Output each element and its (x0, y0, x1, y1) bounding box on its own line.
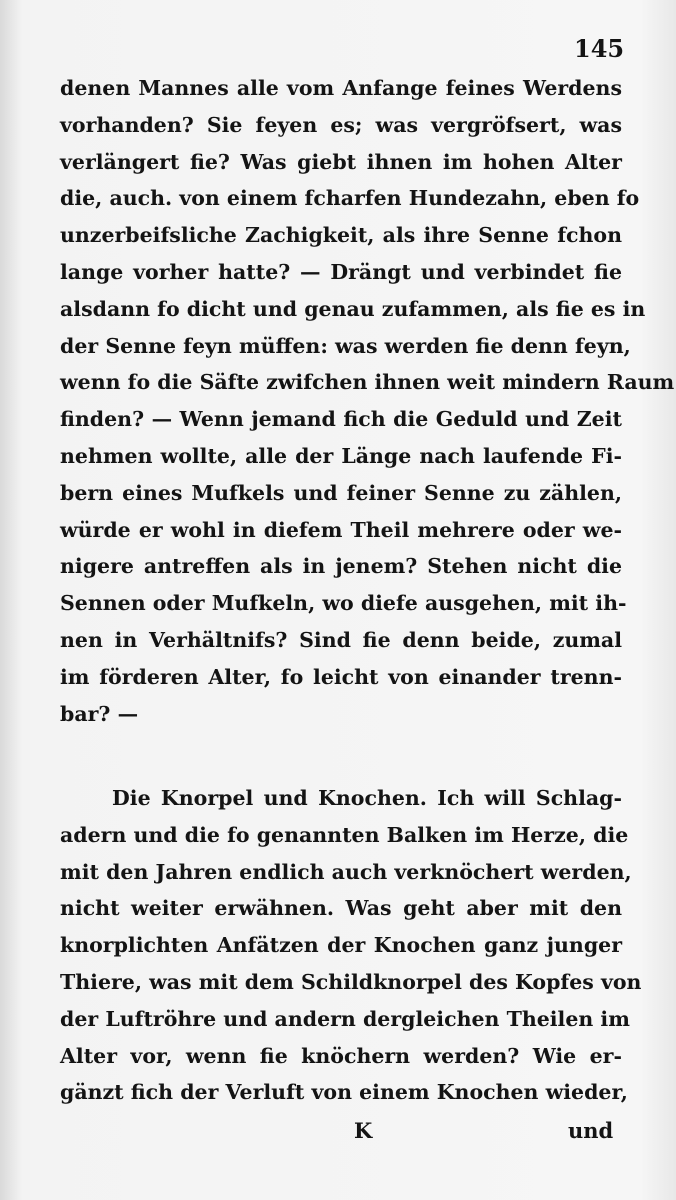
text-line: unzerbeifsliche Zachigkeit, als ihre Senne fchon (60, 223, 622, 248)
text-line: nigere antreffen als in jenem? Stehen nicht die (60, 554, 622, 579)
page-number: 145 (574, 34, 625, 63)
text-line: nehmen wollte, alle der Länge nach laufende Fi- (60, 443, 622, 468)
text-line: adern und die fo genannten Balken im Herze, die (60, 822, 629, 847)
text-line: finden? — Wenn jemand fich die Geduld und Zeit (60, 407, 622, 432)
catchword: und (568, 1118, 614, 1143)
text-line: mit den Jahren endlich auch verknöchert werden, (60, 859, 632, 884)
text-line: würde er wohl in diefem Theil mehrere oder we- (60, 517, 622, 542)
text-line: Die Knorpel und Knochen. Ich will Schlag- (112, 786, 622, 810)
text-line: denen Mannes alle vom Anfange feines Werdens (60, 76, 622, 100)
text-line: nicht weiter erwähnen. Was geht aber mit den (60, 896, 622, 921)
signature-mark: K (354, 1118, 373, 1143)
text-line: Thiere, was mit dem Schildknorpel des Kopfes von (60, 969, 642, 994)
text-line: die, auch. von einem fcharfen Hundezahn, eben fo (60, 186, 640, 211)
text-line: Alter vor, wenn fie knöchern werden? Wie er- (60, 1043, 622, 1068)
text-line: wenn fo die Säfte zwifchen ihnen weit mindern Raum (60, 370, 675, 395)
text-line: Sennen oder Mufkeln, wo diefe ausgehen, mit ih- (60, 591, 627, 616)
text-line: gänzt fich der Verluft von einem Knochen wieder, (60, 1080, 628, 1105)
text-line: nen in Verhältnifs? Sind fie denn beide, zumal (60, 627, 622, 652)
text-line: knorplichten Anfätzen der Knochen ganz junger (60, 933, 622, 958)
text-line: bar? — (60, 701, 139, 726)
paragraph-1 (60, 70, 675, 732)
text-line: verlängert fie? Was giebt ihnen im hohen Alter (60, 149, 622, 174)
text-line: der Luftröhre und andern dergleichen Theilen im (60, 1006, 630, 1031)
text-line: der Senne feyn müffen: was werden fie denn feyn, (60, 333, 631, 358)
paragraph-2 (60, 780, 642, 1111)
text-line: alsdann fo dicht und genau zufammen, als fie es in (60, 296, 646, 321)
text-line: im förderen Alter, fo leicht von einander trenn- (60, 664, 622, 689)
text-line: bern eines Mufkels und feiner Senne zu zählen, (60, 480, 622, 505)
text-line: vorhanden? Sie feyen es; was vergröfsert, was (60, 112, 622, 137)
text-line: lange vorher hatte? — Drängt und verbindet fie (60, 259, 622, 284)
